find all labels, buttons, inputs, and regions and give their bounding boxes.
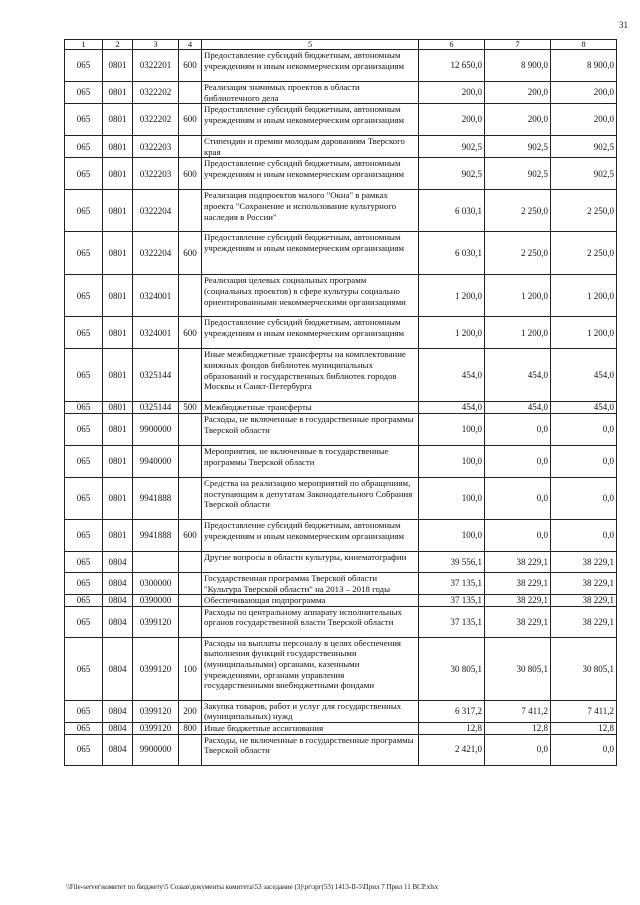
- table-row: [65, 275, 617, 317]
- table-row: [65, 572, 617, 594]
- amount-col6-cell: 902,5: [419, 158, 485, 190]
- target-article-cell: 0390000: [133, 595, 179, 607]
- amount-col7-cell: 7 411,2: [485, 700, 551, 722]
- table-row: [65, 349, 617, 402]
- description-cell: Реализация значимых проектов в области библиотечного дела: [202, 82, 419, 104]
- amount-col6-cell: 12 650,0: [419, 50, 485, 82]
- amount-col7-cell: 454,0: [485, 349, 551, 402]
- section-cell: 0801: [103, 104, 133, 136]
- target-article-cell: 0322201: [133, 50, 179, 82]
- expense-type-cell: 800: [179, 722, 202, 734]
- amount-col8-cell: 30 805,1: [551, 637, 617, 700]
- amount-col7-cell: 12,8: [485, 722, 551, 734]
- amount-col6-cell: 454,0: [419, 349, 485, 402]
- table-row: [65, 477, 617, 519]
- expense-type-cell: 600: [179, 50, 202, 82]
- amount-col8-cell: 38 229,1: [551, 551, 617, 572]
- header-cell: 2: [103, 40, 133, 50]
- code-cell: 065: [65, 595, 103, 607]
- amount-col8-cell: 200,0: [551, 104, 617, 136]
- header-cell: 6: [419, 40, 485, 50]
- description-cell: Предоставление субсидий бюджетным, автономным учреждениям и иным некоммерческим организациям: [202, 317, 419, 349]
- expense-type-cell: [179, 349, 202, 402]
- amount-col6-cell: 37 135,1: [419, 572, 485, 594]
- expense-type-cell: 600: [179, 158, 202, 190]
- table-row: [65, 317, 617, 349]
- target-article-cell: 9940000: [133, 445, 179, 477]
- header-row: [65, 40, 617, 50]
- target-article-cell: 0300000: [133, 572, 179, 594]
- table-row: [65, 402, 617, 414]
- section-cell: 0804: [103, 734, 133, 765]
- expense-type-cell: [179, 445, 202, 477]
- table-row: [65, 445, 617, 477]
- description-cell: Мероприятия, не включенные в государственные программы Тверской области: [202, 445, 419, 477]
- description-cell: Расходы, не включенные в государственные программы Тверской области: [202, 734, 419, 765]
- table-row: [65, 232, 617, 275]
- amount-col7-cell: 200,0: [485, 104, 551, 136]
- section-cell: 0801: [103, 519, 133, 551]
- description-cell: Расходы на выплаты персоналу в целях обеспечения выполнения функций государственными (муниципальными) органами, казенными учреждениями, органами управления государственными внебюджетными фондами: [202, 637, 419, 700]
- code-cell: 065: [65, 734, 103, 765]
- description-cell: Расходы по центральному аппарату исполнительных органов государственной власти Тверской области: [202, 606, 419, 637]
- header-cell: 5: [202, 40, 419, 50]
- amount-col7-cell: 200,0: [485, 82, 551, 104]
- target-article-cell: 9941888: [133, 519, 179, 551]
- target-article-cell: 9941888: [133, 477, 179, 519]
- amount-col7-cell: 0,0: [485, 734, 551, 765]
- section-cell: 0801: [103, 275, 133, 317]
- description-cell: Обеспечивающая подпрограмма: [202, 595, 419, 607]
- table-row: [65, 606, 617, 637]
- amount-col7-cell: 38 229,1: [485, 551, 551, 572]
- target-article-cell: 0322203: [133, 158, 179, 190]
- target-article-cell: 0399120: [133, 637, 179, 700]
- expense-type-cell: 600: [179, 317, 202, 349]
- amount-col6-cell: 100,0: [419, 445, 485, 477]
- file-path-footer: \\File-server\комитет по бюджету\5 Созыв\документы комитета\53 заседание (3)\рr\зрг(53) 1413-II-5\Прил 7 Прил 11 ВСР.xlsx: [66, 883, 439, 891]
- amount-col8-cell: 0,0: [551, 519, 617, 551]
- amount-col8-cell: 1 200,0: [551, 317, 617, 349]
- expense-type-cell: 100: [179, 637, 202, 700]
- target-article-cell: 0325144: [133, 402, 179, 414]
- section-cell: 0804: [103, 637, 133, 700]
- code-cell: 065: [65, 402, 103, 414]
- target-article-cell: 0322202: [133, 82, 179, 104]
- code-cell: 065: [65, 158, 103, 190]
- expense-type-cell: 600: [179, 104, 202, 136]
- target-article-cell: 9900000: [133, 413, 179, 445]
- amount-col6-cell: 200,0: [419, 82, 485, 104]
- section-cell: 0801: [103, 232, 133, 275]
- amount-col8-cell: 38 229,1: [551, 595, 617, 607]
- amount-col6-cell: 1 200,0: [419, 275, 485, 317]
- code-cell: 065: [65, 275, 103, 317]
- amount-col8-cell: 0,0: [551, 445, 617, 477]
- table-row: [65, 722, 617, 734]
- amount-col7-cell: 0,0: [485, 519, 551, 551]
- table-row: [65, 104, 617, 136]
- section-cell: 0801: [103, 82, 133, 104]
- expense-type-cell: [179, 477, 202, 519]
- section-cell: 0801: [103, 477, 133, 519]
- amount-col6-cell: 2 421,0: [419, 734, 485, 765]
- amount-col7-cell: 902,5: [485, 136, 551, 158]
- expense-type-cell: 500: [179, 402, 202, 414]
- budget-table: [64, 39, 617, 766]
- section-cell: 0804: [103, 551, 133, 572]
- expense-type-cell: [179, 413, 202, 445]
- page-number: 31: [619, 20, 628, 30]
- amount-col8-cell: 454,0: [551, 349, 617, 402]
- amount-col8-cell: 7 411,2: [551, 700, 617, 722]
- amount-col8-cell: 0,0: [551, 413, 617, 445]
- amount-col6-cell: 37 135,1: [419, 595, 485, 607]
- amount-col6-cell: 100,0: [419, 413, 485, 445]
- amount-col7-cell: 902,5: [485, 158, 551, 190]
- description-cell: Предоставление субсидий бюджетным, автономным учреждениям и иным некоммерческим организациям: [202, 158, 419, 190]
- expense-type-cell: [179, 190, 202, 232]
- amount-col6-cell: 454,0: [419, 402, 485, 414]
- code-cell: 065: [65, 190, 103, 232]
- amount-col8-cell: 0,0: [551, 734, 617, 765]
- section-cell: 0801: [103, 190, 133, 232]
- amount-col8-cell: 0,0: [551, 477, 617, 519]
- code-cell: 065: [65, 317, 103, 349]
- section-cell: 0801: [103, 402, 133, 414]
- amount-col8-cell: 8 900,0: [551, 50, 617, 82]
- target-article-cell: 0322203: [133, 136, 179, 158]
- amount-col7-cell: 1 200,0: [485, 275, 551, 317]
- amount-col7-cell: 0,0: [485, 413, 551, 445]
- description-cell: Предоставление субсидий бюджетным, автономным учреждениям и иным некоммерческим организациям: [202, 519, 419, 551]
- code-cell: 065: [65, 637, 103, 700]
- header-cell: 4: [179, 40, 202, 50]
- amount-col7-cell: 0,0: [485, 477, 551, 519]
- code-cell: 065: [65, 477, 103, 519]
- code-cell: 065: [65, 606, 103, 637]
- code-cell: 065: [65, 136, 103, 158]
- amount-col7-cell: 30 805,1: [485, 637, 551, 700]
- amount-col8-cell: 200,0: [551, 82, 617, 104]
- amount-col6-cell: 12,8: [419, 722, 485, 734]
- amount-col7-cell: 8 900,0: [485, 50, 551, 82]
- amount-col6-cell: 39 556,1: [419, 551, 485, 572]
- section-cell: 0801: [103, 349, 133, 402]
- target-article-cell: 0399120: [133, 722, 179, 734]
- target-article-cell: 0322204: [133, 232, 179, 275]
- code-cell: 065: [65, 50, 103, 82]
- amount-col6-cell: 6 030,1: [419, 232, 485, 275]
- code-cell: 065: [65, 104, 103, 136]
- code-cell: 065: [65, 572, 103, 594]
- expense-type-cell: [179, 595, 202, 607]
- target-article-cell: 0322202: [133, 104, 179, 136]
- code-cell: 065: [65, 82, 103, 104]
- description-cell: Межбюджетные трансферты: [202, 402, 419, 414]
- table-row: [65, 413, 617, 445]
- expense-type-cell: [179, 606, 202, 637]
- description-cell: Другие вопросы в области культуры, кинематографии: [202, 551, 419, 572]
- expense-type-cell: [179, 572, 202, 594]
- amount-col7-cell: 38 229,1: [485, 595, 551, 607]
- description-cell: Государственная программа Тверской области "Культура Тверской области" на 2013 – 2018 годы: [202, 572, 419, 594]
- description-cell: Предоставление субсидий бюджетным, автономным учреждениям и иным некоммерческим организациям: [202, 232, 419, 275]
- description-cell: Стипендии и премии молодым дарованиям Тверского края: [202, 136, 419, 158]
- section-cell: 0804: [103, 606, 133, 637]
- amount-col6-cell: 200,0: [419, 104, 485, 136]
- target-article-cell: 0324001: [133, 275, 179, 317]
- amount-col7-cell: 454,0: [485, 402, 551, 414]
- amount-col8-cell: 1 200,0: [551, 275, 617, 317]
- table-row: [65, 519, 617, 551]
- section-cell: 0801: [103, 136, 133, 158]
- section-cell: 0801: [103, 317, 133, 349]
- amount-col6-cell: 6 317,2: [419, 700, 485, 722]
- amount-col6-cell: 100,0: [419, 519, 485, 551]
- amount-col8-cell: 2 250,0: [551, 190, 617, 232]
- amount-col7-cell: 38 229,1: [485, 606, 551, 637]
- description-cell: Закупка товаров, работ и услуг для государственных (муниципальных) нужд: [202, 700, 419, 722]
- section-cell: 0801: [103, 158, 133, 190]
- code-cell: 065: [65, 551, 103, 572]
- description-cell: Реализация целевых социальных программ (социальных проектов) в сфере культуры социально ориентированными некоммерческими организациями: [202, 275, 419, 317]
- amount-col8-cell: 38 229,1: [551, 606, 617, 637]
- amount-col7-cell: 0,0: [485, 445, 551, 477]
- target-article-cell: 0325144: [133, 349, 179, 402]
- expense-type-cell: [179, 275, 202, 317]
- section-cell: 0804: [103, 595, 133, 607]
- amount-col6-cell: 1 200,0: [419, 317, 485, 349]
- code-cell: 065: [65, 519, 103, 551]
- amount-col7-cell: 38 229,1: [485, 572, 551, 594]
- section-cell: 0804: [103, 572, 133, 594]
- target-article-cell: 0399120: [133, 606, 179, 637]
- table-row: [65, 82, 617, 104]
- table-row: [65, 700, 617, 722]
- description-cell: Средства на реализацию мероприятий по обращениям, поступающим к депутатам Законодательного Собрания Тверской области: [202, 477, 419, 519]
- code-cell: 065: [65, 232, 103, 275]
- target-article-cell: [133, 551, 179, 572]
- amount-col7-cell: 2 250,0: [485, 232, 551, 275]
- table-row: [65, 734, 617, 765]
- description-cell: Иные межбюджетные трансферты на комплектование книжных фондов библиотек муниципальных образований и государственных библиотек городов Москвы и Санкт-Петербурга: [202, 349, 419, 402]
- amount-col8-cell: 454,0: [551, 402, 617, 414]
- section-cell: 0801: [103, 445, 133, 477]
- expense-type-cell: 600: [179, 232, 202, 275]
- code-cell: 065: [65, 349, 103, 402]
- section-cell: 0801: [103, 413, 133, 445]
- expense-type-cell: 600: [179, 519, 202, 551]
- expense-type-cell: 200: [179, 700, 202, 722]
- amount-col7-cell: 2 250,0: [485, 190, 551, 232]
- table-row: [65, 50, 617, 82]
- header-cell: 8: [551, 40, 617, 50]
- table-row: [65, 637, 617, 700]
- amount-col8-cell: 902,5: [551, 136, 617, 158]
- description-cell: Предоставление субсидий бюджетным, автономным учреждениям и иным некоммерческим организациям: [202, 50, 419, 82]
- amount-col8-cell: 902,5: [551, 158, 617, 190]
- expense-type-cell: [179, 734, 202, 765]
- amount-col7-cell: 1 200,0: [485, 317, 551, 349]
- table-row: [65, 158, 617, 190]
- code-cell: 065: [65, 413, 103, 445]
- amount-col6-cell: 100,0: [419, 477, 485, 519]
- table-row: [65, 551, 617, 572]
- target-article-cell: 0324001: [133, 317, 179, 349]
- section-cell: 0804: [103, 722, 133, 734]
- description-cell: Реализация подпроектов малого "Окна" в рамках проекта "Сохранение и использование культурного наследия в России": [202, 190, 419, 232]
- amount-col8-cell: 2 250,0: [551, 232, 617, 275]
- code-cell: 065: [65, 700, 103, 722]
- code-cell: 065: [65, 445, 103, 477]
- section-cell: 0801: [103, 50, 133, 82]
- header-cell: 1: [65, 40, 103, 50]
- amount-col6-cell: 30 805,1: [419, 637, 485, 700]
- header-cell: 7: [485, 40, 551, 50]
- table-row: [65, 136, 617, 158]
- description-cell: Иные бюджетные ассигнования: [202, 722, 419, 734]
- target-article-cell: 0399120: [133, 700, 179, 722]
- amount-col8-cell: 12,8: [551, 722, 617, 734]
- amount-col8-cell: 38 229,1: [551, 572, 617, 594]
- amount-col6-cell: 6 030,1: [419, 190, 485, 232]
- expense-type-cell: [179, 136, 202, 158]
- amount-col6-cell: 902,5: [419, 136, 485, 158]
- expense-type-cell: [179, 551, 202, 572]
- target-article-cell: 9900000: [133, 734, 179, 765]
- expense-type-cell: [179, 82, 202, 104]
- table-row: [65, 595, 617, 607]
- header-cell: 3: [133, 40, 179, 50]
- amount-col6-cell: 37 135,1: [419, 606, 485, 637]
- code-cell: 065: [65, 722, 103, 734]
- target-article-cell: 0322204: [133, 190, 179, 232]
- description-cell: Предоставление субсидий бюджетным, автономным учреждениям и иным некоммерческим организациям: [202, 104, 419, 136]
- description-cell: Расходы, не включенные в государственные программы Тверской области: [202, 413, 419, 445]
- table-row: [65, 190, 617, 232]
- section-cell: 0804: [103, 700, 133, 722]
